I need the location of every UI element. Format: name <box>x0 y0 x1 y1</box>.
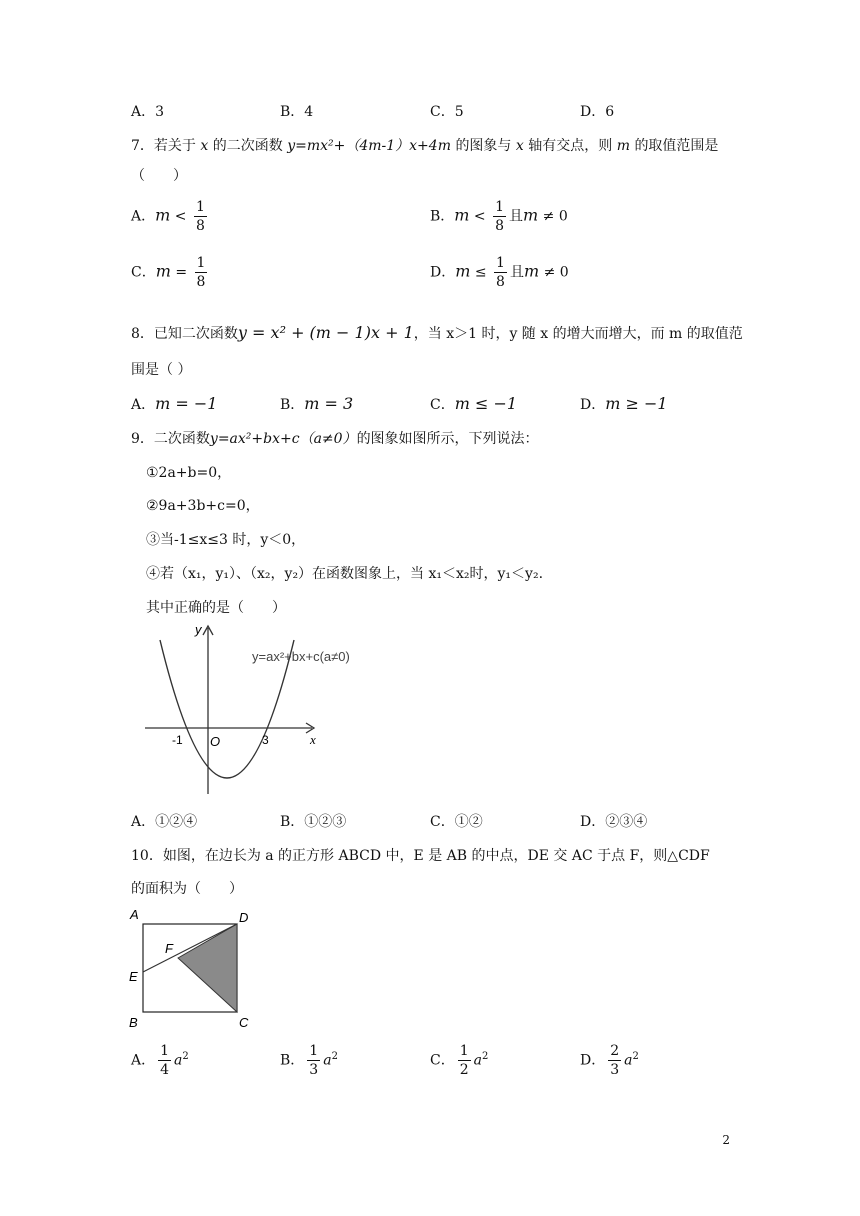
q7-option-d: D．m ≤ $\frac{1}{8}$ 且m ≠ 0 <box>430 255 569 290</box>
q9-statement-3: ③当-1≤x≤3 时，y＜0， <box>146 532 306 548</box>
q7-option-b: B．m < $\frac{1}{8}$ 且m ≠ 0 <box>430 199 568 234</box>
page-number: 2 <box>722 1133 730 1147</box>
q9-statement-2: ②9a+3b+c=0， <box>146 498 260 514</box>
q8-option-c: C．m ≤ −1 <box>430 394 518 413</box>
q7-paren: （ ） <box>131 168 187 184</box>
q9-statement-4: ④若（x₁，y₁）、（x₂，y₂）在函数图象上，当 x₁＜x₂时，y₁＜y₂. <box>146 566 544 582</box>
q9-option-d: D．②③④ <box>580 814 648 830</box>
q10-stem-cont: 的面积为（ ） <box>131 881 243 897</box>
q9-axis-x-label: x <box>310 732 316 747</box>
q10-label-f: F <box>165 941 173 956</box>
q9-origin-label: O <box>210 734 221 749</box>
q9-tick-neg1: -1 <box>172 733 183 747</box>
q10-label-e: E <box>129 969 138 984</box>
q10-stem: 10．如图，在边长为 a 的正方形 ABCD 中，E 是 AB 的中点，DE 交 AC 于点 F，则△CDF <box>131 848 710 864</box>
q10-option-a: A． $\frac{1}{4}$ $a^2$ <box>131 1043 189 1078</box>
q10-label-c: C <box>239 1015 249 1030</box>
q9-parabola-figure <box>140 622 350 798</box>
q7-stem: 7．若关于 x 的二次函数 y=mx²+（4m-1）x+4m 的图象与 x 轴有交点，则 m 的取值范围是 <box>131 138 719 154</box>
q10-option-b: B． $\frac{1}{3}$ $a^2$ <box>280 1043 338 1078</box>
q10-label-d: D <box>239 910 249 925</box>
q8-option-a: A．m = −1 <box>131 394 218 413</box>
q6-option-c: C．5 <box>430 104 464 120</box>
q9-option-c: C．①② <box>430 814 483 830</box>
q9-stem: 9．二次函数y=ax²+bx+c（a≠0）的图象如图所示，下列说法： <box>131 431 539 447</box>
q9-option-a: A．①②④ <box>131 814 198 830</box>
q6-option-d: D．6 <box>580 104 615 120</box>
q9-graph-label: y=ax²+bx+c(a≠0) <box>252 649 350 664</box>
q10-option-c: C． $\frac{1}{2}$ $a^2$ <box>430 1043 489 1078</box>
q10-label-b: B <box>129 1015 138 1030</box>
q8-stem: 8．已知二次函数y = x² + (m − 1)x + 1，当 x＞1 时，y 随 x 的增大而增大，而 m 的取值范 <box>131 323 743 342</box>
q7-option-a: A．m < $\frac{1}{8}$ <box>131 199 205 234</box>
q7-option-c: C．m = $\frac{1}{8}$ <box>131 255 206 290</box>
q9-tick-3: 3 <box>262 733 269 747</box>
q8-option-b: B．m = 3 <box>280 394 354 413</box>
q9-ask: 其中正确的是（ ） <box>146 600 286 616</box>
q6-option-b: B．4 <box>280 104 314 120</box>
q10-label-a: A <box>130 907 139 922</box>
q6-option-a: A．3 <box>131 104 165 120</box>
q9-option-b: B．①②③ <box>280 814 347 830</box>
q8-option-d: D．m ≥ −1 <box>580 394 668 413</box>
q9-axis-y-label: y <box>195 622 202 637</box>
q10-square-figure <box>125 905 260 1030</box>
q9-statement-1: ①2a+b=0， <box>146 465 232 481</box>
q10-option-d: D． $\frac{2}{3}$ $a^2$ <box>580 1043 639 1078</box>
q8-stem-cont: 围是（ ） <box>131 362 192 378</box>
